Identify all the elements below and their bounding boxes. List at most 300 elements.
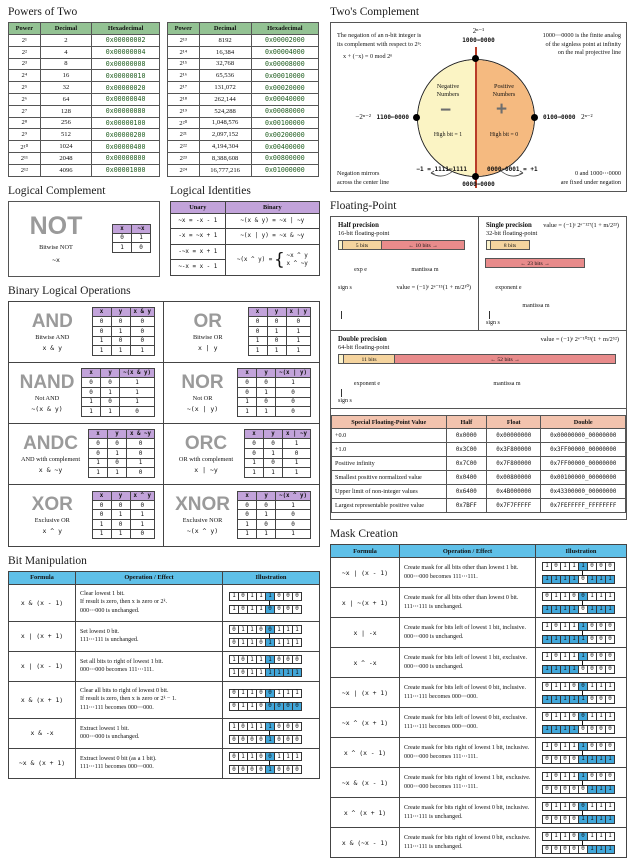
fp-names <box>338 222 389 237</box>
truth-cell: 1 <box>92 520 111 530</box>
fp-top-row <box>331 217 626 331</box>
truth-cell: 0 <box>238 500 257 510</box>
op-desc: AND with complement <box>20 455 81 463</box>
bit-cell: 0 <box>274 765 284 774</box>
power-cell: 2⁵ <box>9 82 41 94</box>
op-info <box>13 434 88 474</box>
bit-cell: 1 <box>238 689 248 698</box>
bit-cell: 1 <box>247 638 257 647</box>
minus-sign: − <box>440 100 452 121</box>
truth-cell: 1 <box>111 510 130 520</box>
column-header: Power <box>9 23 41 35</box>
fp-header <box>338 222 471 237</box>
power-cell: 2¹⁶ <box>168 70 200 82</box>
bit-cell: 1 <box>578 622 588 631</box>
bit-cell: 0 <box>229 752 239 761</box>
bit-cell: 1 <box>274 689 284 698</box>
truth-cell: 0 <box>257 397 276 407</box>
double-hex-cell: 0x00000000_00000000 <box>541 429 626 443</box>
bit-cell: 1 <box>229 722 239 731</box>
power-row <box>168 93 319 105</box>
bit-cell: 1 <box>560 802 570 811</box>
power-cell: 2¹³ <box>168 35 200 47</box>
decimal-cell: 65,536 <box>199 70 251 82</box>
half-hex-cell: 0x6400 <box>446 485 486 499</box>
truth-row <box>92 326 154 336</box>
hex-cell: 0x00200000 <box>251 129 318 141</box>
bit-cell: 0 <box>551 742 561 751</box>
hex-cell: 0x00800000 <box>251 152 318 164</box>
effect-line: Set lowest 0 bit. <box>80 628 120 635</box>
bit-cell: 0 <box>578 845 588 854</box>
bit-cell: 1 <box>265 655 275 664</box>
effect-cell <box>400 618 536 648</box>
bit-cell: 0 <box>542 712 552 721</box>
decimal-cell: 16,384 <box>199 46 251 58</box>
binary-op-cell-xnor <box>164 485 319 546</box>
bit-cell: 0 <box>551 845 561 854</box>
power-cell: 2² <box>9 46 41 58</box>
power-cell: 2¹⁴ <box>168 46 200 58</box>
bit-cell: 1 <box>596 592 606 601</box>
truth-table <box>237 368 311 416</box>
hex-cell: 0x00040000 <box>251 93 318 105</box>
power-row <box>9 93 160 105</box>
bit-row <box>542 605 626 614</box>
column-header: Formula <box>331 545 400 558</box>
bit-cell: 1 <box>265 592 275 601</box>
truth-cell: 0 <box>120 407 155 417</box>
bit-cell: 1 <box>551 725 561 734</box>
bit-cell: 1 <box>596 682 606 691</box>
power-row <box>9 35 160 47</box>
hex-cell: 0x00000040 <box>92 93 160 105</box>
bit-cell: 0 <box>265 702 275 711</box>
truth-cell: 1 <box>283 439 311 449</box>
negation-arrow-right <box>499 169 525 179</box>
bit-cell: 0 <box>265 625 275 634</box>
bit-cell: 1 <box>265 638 275 647</box>
bit-row <box>229 689 319 698</box>
column-header: x & y <box>130 308 154 317</box>
fp-header <box>338 336 619 351</box>
bit-cell: 0 <box>605 652 615 661</box>
left-column <box>8 6 320 787</box>
column-header: y <box>267 308 286 317</box>
bit-manipulation-section <box>8 555 320 779</box>
effect-line: 000⋯000 is unchanged. <box>404 663 464 670</box>
point-right <box>531 114 538 121</box>
exponent-label: exp e <box>354 267 367 273</box>
bit-manipulation-title: Bit Manipulation <box>8 554 87 567</box>
operation-row <box>9 651 320 681</box>
positive-region-label: Positive Numbers <box>492 83 516 99</box>
bit-cell: 1 <box>551 832 561 841</box>
bit-cell: 0 <box>542 845 552 854</box>
truth-cell: 1 <box>248 346 267 356</box>
formula-cell: ~x ^ (x + 1) <box>331 708 400 738</box>
bit-row <box>542 562 626 571</box>
bit-cell: 0 <box>569 712 579 721</box>
unary-identity: ~-x = x - 1 <box>171 260 226 276</box>
truth-cell: 1 <box>120 378 155 388</box>
truth-cell: 0 <box>89 448 108 458</box>
truth-cell: 1 <box>286 346 310 356</box>
power-row <box>168 35 319 47</box>
operation-row <box>9 584 320 621</box>
bit-row <box>542 802 626 811</box>
effect-cell <box>76 584 223 621</box>
bit-cell: 0 <box>551 772 561 781</box>
op-name: ANDC <box>23 432 78 454</box>
hex-cell: 0x00002000 <box>251 35 318 47</box>
bit-cell: 1 <box>256 668 266 677</box>
decimal-cell: 2 <box>40 35 92 47</box>
op-desc: Bitwise AND <box>35 333 70 341</box>
illustration-cell <box>223 651 320 681</box>
bit-cell: 1 <box>256 722 266 731</box>
bit-cell: 0 <box>587 725 597 734</box>
truth-cell: 1 <box>92 346 111 356</box>
column-header: Hexadecimal <box>251 23 318 35</box>
bit-cell: 1 <box>560 622 570 631</box>
xor-case: x ^ ~y <box>286 260 308 267</box>
truth-cell: 0 <box>132 243 151 253</box>
truth-cell: 1 <box>276 378 311 388</box>
zero-bits-label: 0000⋯0000 <box>462 181 495 188</box>
float-hex-cell: 0x4B000000 <box>487 485 541 499</box>
power-cell: 2¹² <box>9 164 41 176</box>
note-line: on the real projective line <box>557 49 621 57</box>
truth-cell: 0 <box>248 326 267 336</box>
truth-row <box>238 510 311 520</box>
hex-cell: 0x00000400 <box>92 141 160 153</box>
half-hex-cell: 0x0000 <box>446 429 486 443</box>
truth-cell: 1 <box>267 326 286 336</box>
bit-cell: 1 <box>578 742 588 751</box>
bit-cell: 0 <box>292 702 302 711</box>
operation-row <box>331 798 627 828</box>
truth-cell: 0 <box>127 468 155 478</box>
logical-complement-title: Logical Complement <box>8 184 106 197</box>
effect-line: If result is zero, then x is zero or 2ᵏ − 1. <box>80 696 177 703</box>
power-cell: 2²⁰ <box>168 117 200 129</box>
truth-row <box>92 510 154 520</box>
header-row <box>238 369 311 378</box>
bit-cell: 1 <box>569 652 579 661</box>
column-header: y <box>101 369 120 378</box>
formula-cell: x ^ -x <box>331 648 400 678</box>
binary-op-cell-nand <box>9 363 164 424</box>
op-info <box>168 373 237 413</box>
xor-case: ~x ^ y <box>286 252 308 259</box>
bit-cell: 0 <box>578 785 588 794</box>
bit-cell: 0 <box>283 605 293 614</box>
truth-cell: 0 <box>113 233 132 243</box>
bit-cell: 1 <box>587 785 597 794</box>
truth-cell: 1 <box>245 468 264 478</box>
bit-row <box>542 575 626 584</box>
column-header: y <box>264 430 283 439</box>
sign-row <box>486 320 619 326</box>
bit-cell: 1 <box>596 785 606 794</box>
illustration-cell <box>536 828 627 858</box>
truth-row <box>245 439 311 449</box>
fp-header <box>486 222 619 237</box>
xor-lhs: ~(x ^ y) = <box>236 256 273 263</box>
effect-cell <box>400 588 536 618</box>
power-row <box>168 141 319 153</box>
bit-cell: 0 <box>292 722 302 731</box>
bit-cell: 0 <box>238 605 248 614</box>
bit-cell: 1 <box>551 712 561 721</box>
bit-cell: 1 <box>265 722 275 731</box>
binary-op-cell-or <box>164 302 319 363</box>
bit-cell: 0 <box>578 605 588 614</box>
bit-cell: 1 <box>560 562 570 571</box>
exponent-label: exponent e <box>353 381 381 387</box>
bit-cell: 1 <box>605 832 615 841</box>
effect-line: Extract lowest 1 bit. <box>80 725 130 732</box>
effect-cell <box>400 738 536 768</box>
illustration-cell <box>536 798 627 828</box>
bit-cell: 1 <box>587 575 597 584</box>
truth-table <box>112 224 151 253</box>
binary-op-cell-xor <box>9 485 164 546</box>
double-hex-cell: 0x43300000_00000000 <box>541 485 626 499</box>
mantissa-label: mantissa m <box>493 381 521 387</box>
hex-cell: 0x00400000 <box>251 141 318 153</box>
truth-row <box>92 336 154 346</box>
header-row <box>92 308 154 317</box>
formula-cell: ~x | (x - 1) <box>331 558 400 588</box>
bit-cell: 1 <box>542 772 552 781</box>
bit-cell: 1 <box>265 735 275 744</box>
power-row <box>9 105 160 117</box>
effect-cell <box>400 648 536 678</box>
truth-cell: 1 <box>111 529 130 539</box>
effect-line: Create mask for bits left of lowest 0 bit, inclusive. <box>404 685 527 692</box>
bit-cell: 0 <box>274 702 284 711</box>
bit-cell: 1 <box>283 638 293 647</box>
op-formula: ~x <box>52 255 60 264</box>
formula-cell: ~x | (x + 1) <box>331 678 400 708</box>
bit-cell: 1 <box>605 592 615 601</box>
bit-cell: 1 <box>551 575 561 584</box>
mantissa-field: ← 23 bits → <box>485 258 585 268</box>
bit-cell: 0 <box>229 735 239 744</box>
op-desc: OR with complement <box>178 455 234 463</box>
op-formula: x | y <box>197 343 218 352</box>
op-name: NAND <box>19 371 75 393</box>
unary-identity: -x = ~x + 1 <box>171 229 226 245</box>
bit-cell: 0 <box>578 832 588 841</box>
column-header: ~x <box>132 224 151 233</box>
bit-cell: 0 <box>292 605 302 614</box>
power-row <box>168 164 319 176</box>
fp-double-row <box>331 331 626 409</box>
power-cell: 2²⁴ <box>168 164 200 176</box>
column-header: x <box>238 491 257 500</box>
effect-cell <box>400 768 536 798</box>
value-formula: value = (−1)ˢ 2ᵉ⁻¹⁰²³(1 + m/2⁵²) <box>540 336 619 343</box>
logical-identities-section <box>170 185 320 277</box>
truth-cell: 1 <box>101 387 120 397</box>
bit-cell: 0 <box>238 735 248 744</box>
truth-cell: 1 <box>120 397 155 407</box>
column-header: x | y <box>286 308 310 317</box>
truth-cell: 0 <box>245 439 264 449</box>
bit-cell: 0 <box>283 722 293 731</box>
plus-one-label: 0000⋯0001 = +1 <box>487 166 538 173</box>
truth-cell: 1 <box>120 387 155 397</box>
power-row <box>168 152 319 164</box>
special-value-label: Smallest positive normalized value <box>332 471 447 485</box>
bit-cell: 1 <box>560 575 570 584</box>
bit-row <box>542 815 626 824</box>
fp-names <box>486 222 537 237</box>
truth-cell: 1 <box>276 529 311 539</box>
bit-cell: 1 <box>605 845 615 854</box>
operation-row <box>331 678 627 708</box>
field-labels <box>486 276 619 312</box>
floating-point-section <box>330 200 627 520</box>
truth-cell: 0 <box>130 500 154 510</box>
special-value-row <box>332 471 626 485</box>
special-value-label: Largest representable positive value <box>332 499 447 513</box>
bit-cell: 0 <box>238 655 248 664</box>
binary-ops-grid <box>8 301 320 547</box>
bit-field-bar <box>338 354 619 372</box>
truth-row <box>238 529 311 539</box>
truth-row <box>89 458 155 468</box>
bit-cell: 0 <box>542 785 552 794</box>
header-row <box>82 369 155 378</box>
plus-sign: + <box>496 99 508 120</box>
bit-cell: 1 <box>542 622 552 631</box>
power-row <box>168 105 319 117</box>
binary-op-cell-and <box>9 302 164 363</box>
illustration-cell <box>223 621 320 651</box>
bit-cell: 1 <box>274 752 284 761</box>
bit-cell: 1 <box>596 605 606 614</box>
bit-cell: 0 <box>569 845 579 854</box>
op-info <box>13 495 92 535</box>
bit-cell: 1 <box>274 638 284 647</box>
illustration-cell <box>536 588 627 618</box>
bit-row <box>542 832 626 841</box>
special-value-label: Upper limit of non-integer values <box>332 485 447 499</box>
bit-cell: 0 <box>256 735 266 744</box>
bit-cell: 1 <box>569 562 579 571</box>
truth-cell: 1 <box>130 510 154 520</box>
bit-cell: 1 <box>542 665 552 674</box>
bit-cell: 0 <box>551 622 561 631</box>
truth-cell: 0 <box>101 397 120 407</box>
truth-cell: 0 <box>276 387 311 397</box>
format-name: Half precision <box>338 222 379 229</box>
bit-cell: 1 <box>274 625 284 634</box>
bit-cell: 0 <box>587 695 597 704</box>
truth-row <box>245 468 311 478</box>
bit-cell: 1 <box>569 605 579 614</box>
bit-cell: 1 <box>596 802 606 811</box>
power-cell: 2¹⁰ <box>9 141 41 153</box>
high-bit-1-label: High bit = 1 <box>433 132 463 138</box>
bit-cell: 1 <box>247 625 257 634</box>
power-row <box>168 117 319 129</box>
bit-cell: 0 <box>247 765 257 774</box>
truth-cell: 0 <box>283 448 311 458</box>
effect-line: Create mask for bits left of lowest 0 bit, exclusive. <box>404 715 528 722</box>
operation-row <box>331 648 627 678</box>
double-hex-cell: 0x7FEFFFFF_FFFFFFFF <box>541 499 626 513</box>
bit-row <box>542 652 626 661</box>
bit-cell: 0 <box>578 575 588 584</box>
truth-cell: 1 <box>276 500 311 510</box>
bit-cell: 0 <box>247 735 257 744</box>
bit-cell: 1 <box>578 815 588 824</box>
truth-cell: 0 <box>267 317 286 327</box>
effect-cell <box>76 681 223 718</box>
bit-cell: 1 <box>283 668 293 677</box>
bit-cell: 1 <box>560 635 570 644</box>
illustration-cell <box>536 678 627 708</box>
operation-row <box>9 748 320 778</box>
header-row <box>89 430 155 439</box>
floating-point-title: Floating-Point <box>330 200 397 212</box>
op-info <box>13 373 81 413</box>
hex-cell: 0x00000200 <box>92 129 160 141</box>
bit-cell: 0 <box>551 755 561 764</box>
truth-cell: 1 <box>111 326 130 336</box>
truth-cell: 1 <box>257 407 276 417</box>
column-header: Hexadecimal <box>92 23 160 35</box>
bit-cell: 0 <box>256 765 266 774</box>
special-value-row <box>332 499 626 513</box>
half-hex-cell: 0x3C00 <box>446 443 486 457</box>
formula-cell: ~x & (x + 1) <box>9 748 76 778</box>
truth-cell: 0 <box>130 529 154 539</box>
column-header: ~(x & y) <box>120 369 155 378</box>
bit-cell: 0 <box>596 725 606 734</box>
power-row <box>9 152 160 164</box>
operation-row <box>331 588 627 618</box>
column-header: ~(x ^ y) <box>276 491 311 500</box>
bit-cell: 1 <box>596 832 606 841</box>
bit-cell: 0 <box>542 815 552 824</box>
effect-line: 111⋯111 is unchanged. <box>404 843 463 850</box>
op-formula: x & ~y <box>38 465 63 474</box>
power-cell: 2⁴ <box>9 70 41 82</box>
hex-cell: 0x00000080 <box>92 105 160 117</box>
sign-row <box>338 284 471 291</box>
truth-row <box>238 397 311 407</box>
header-row <box>238 491 311 500</box>
special-value-row <box>332 429 626 443</box>
bit-cell: 1 <box>560 682 570 691</box>
bit-cell: 1 <box>605 802 615 811</box>
op-name: XNOR <box>175 494 230 516</box>
twos-complement-section <box>330 6 627 192</box>
bit-cell: 1 <box>587 802 597 811</box>
bit-cell: 0 <box>283 702 293 711</box>
double-hex-cell: 0x3FF00000_00000000 <box>541 443 626 457</box>
negative-region-label: Negative Numbers <box>436 83 460 99</box>
bit-cell: 1 <box>247 689 257 698</box>
bit-cell: 1 <box>560 832 570 841</box>
truth-cell: 0 <box>89 439 108 449</box>
